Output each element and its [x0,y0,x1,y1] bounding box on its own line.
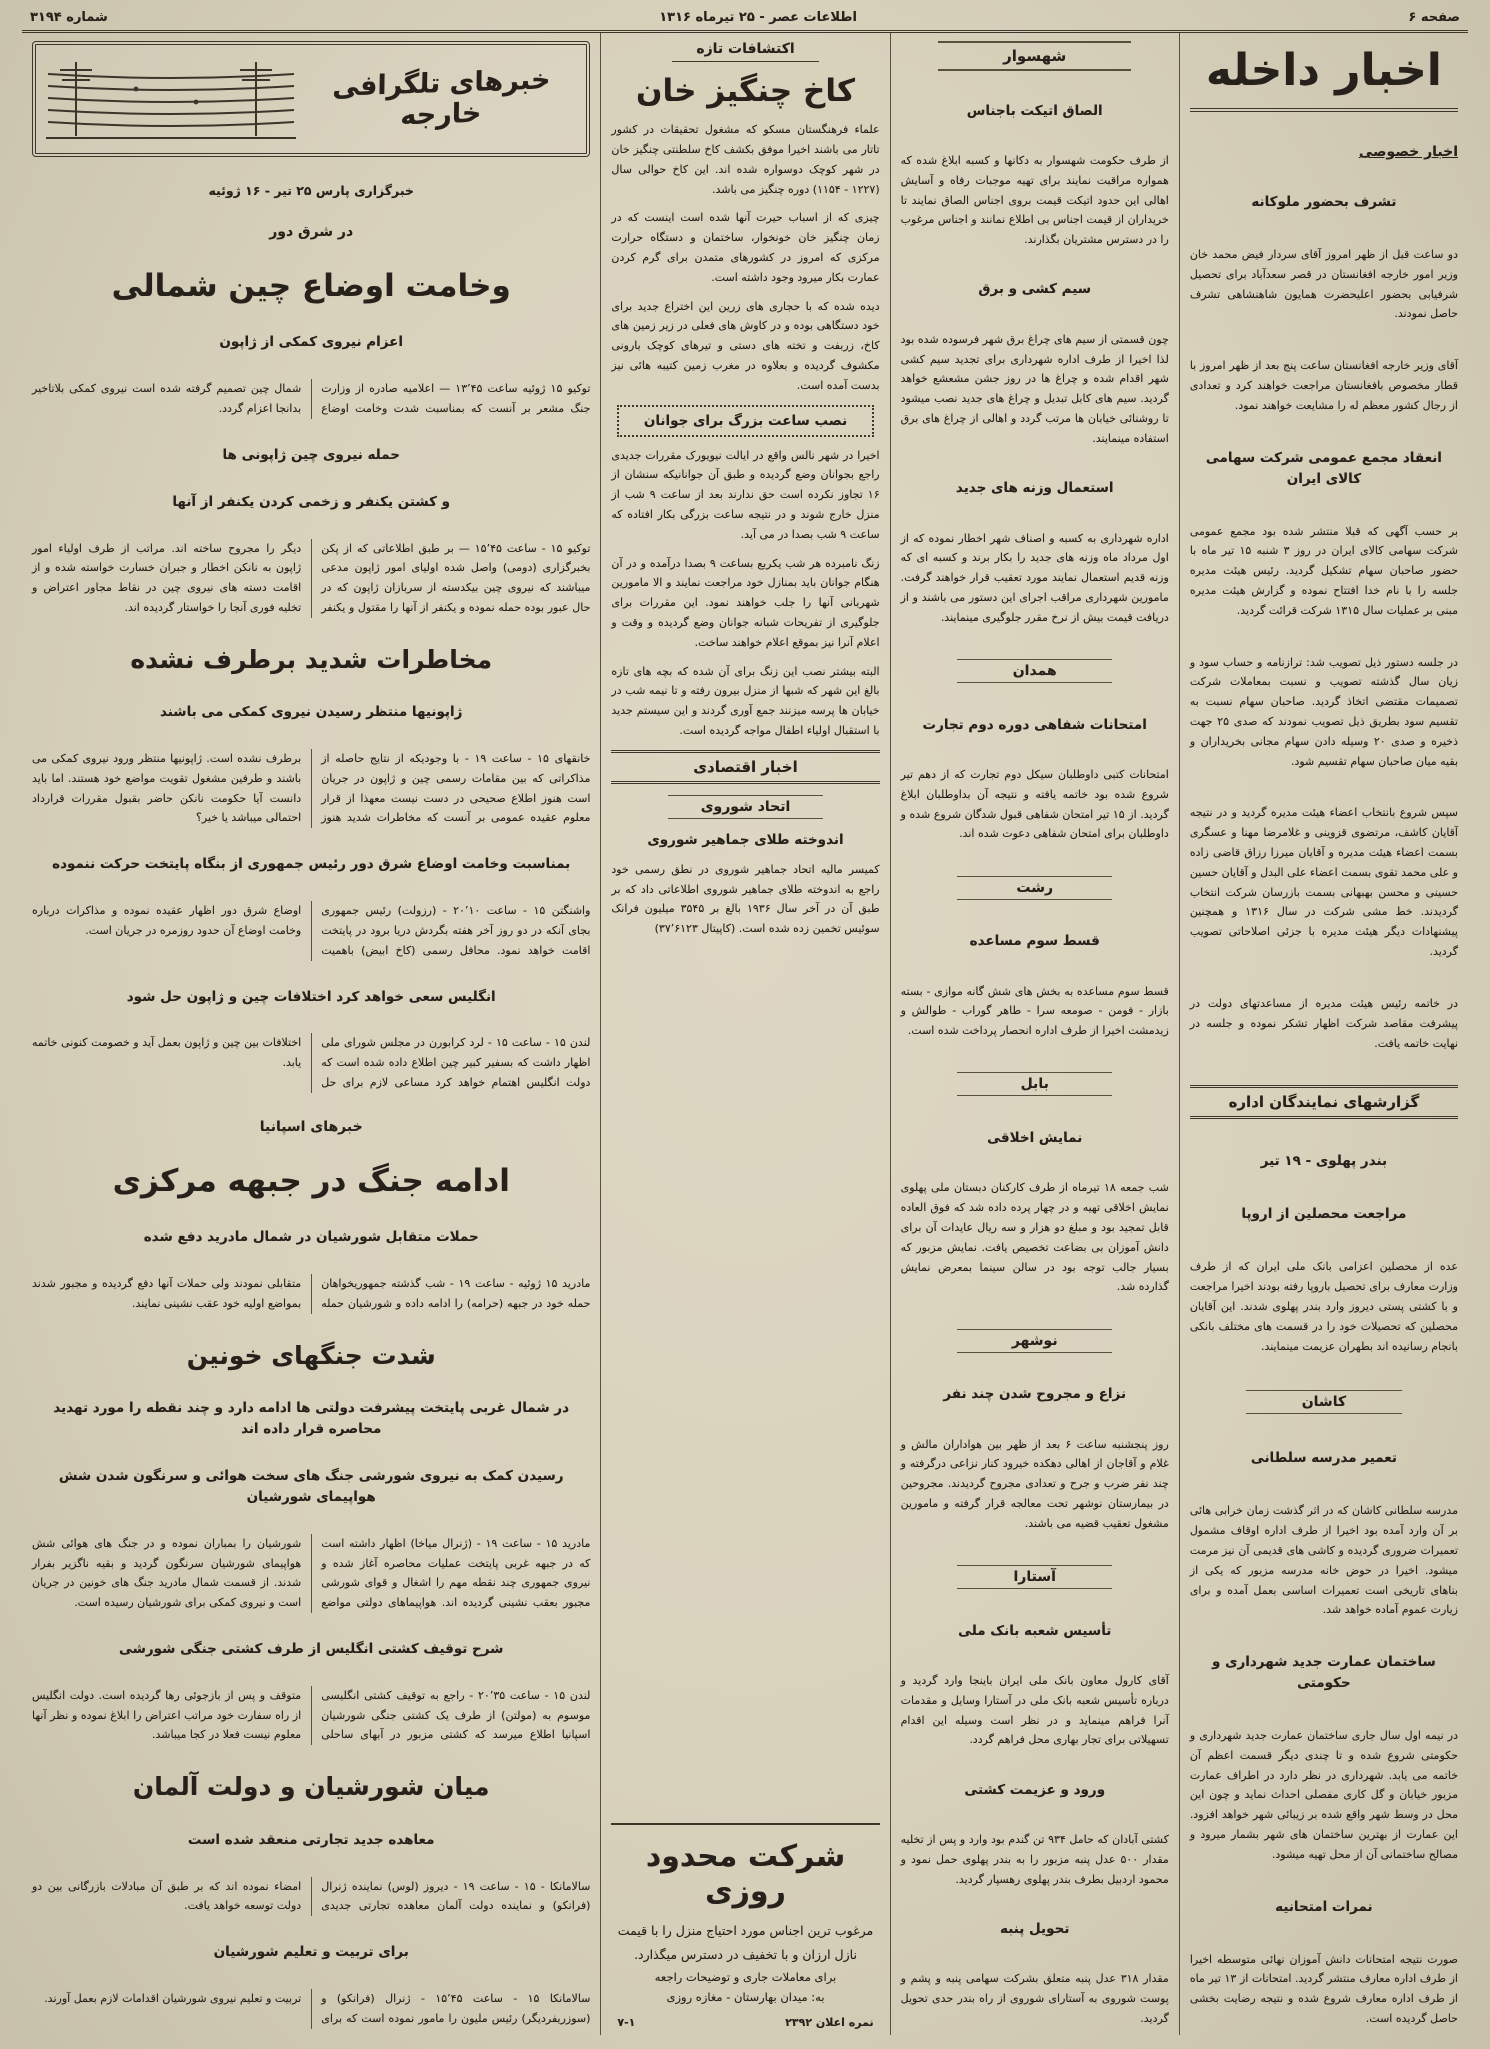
section-foreign-telegraph-news [22,33,600,2035]
column-provincial-news-place-10: رشت [957,876,1113,900]
ad-body: مرغوب ترین اجناس مورد احتیاج منزل را با قیمت نازل ارزان و با تخفیف در دسترس میگذارد. [617,1923,874,1962]
column-domestic-news [1179,33,1468,2035]
column-domestic-news-place-14: کاشان [1246,1390,1402,1414]
section-foreign-telegraph-news-hlg-25: میان شورشیان و دولت آلمان [132,1772,490,1802]
section-foreign-telegraph-news-subhead-11: بمناسبت وخامت اوضاع شرق دور رئیس جمهوری از بنگاه پایتخت حرکت ننموده [52,856,571,873]
classified-ad [611,1823,879,2029]
column-provincial-news-place-13: بابل [957,1072,1113,1096]
column-provincial-news-place-16: نوشهر [957,1329,1113,1353]
column-provincial-news-subhead-3: سیم کشی و برق [978,281,1092,298]
section-foreign-telegraph-news-subhead-17: حملات متقابل شورشیان در شمال مادرید دفع شده [143,1229,479,1246]
column-discoveries-economy-star-5: نصب ساعت بزرگ برای جوانان [617,405,873,437]
column-discoveries-economy-body-12: کمیسر مالیه اتحاد جماهیر شوروی در نطق رسمی خود راجع به اندوخته طلای جماهیر شوروی اطلاعاتی داد که بر طبق آن در آخر سال ۱۹۳۶ بالغ بر ۳۵۴۵ میلیون فرانک سوئیس تخمین زده شده است. (کاپیتال ۳۷٬۶۱۲۳) [611,862,880,936]
column-provincial-news-subhead-11: قسط سوم مساعده [969,933,1100,950]
section-foreign-telegraph-news-kicker-1: در شرق دور [269,223,354,240]
section-foreign-telegraph-news-body2-7: توکیو ۱۵ - ساعت ۱۵٬۴۵ — بر طبق اطلاعاتی که از پکن بخبرگزاری (دومی) واصل شده اولیای امور ژاپون مدعی میباشند که نیروی چین بیکدسته از سربازان ژاپون که در حال عبور بوده حمله نموده و یکنفر از آنها را مقتول و یکنفر دیگر را مجروح ساخته اند. مراتب از طرف اولیاء امور ژاپون به نانکن اخطار و جبران خسارت خواسته شده و از اقامت دسته های نیروی چین در نقاط مجاور اعتراض و تخلیه فوری آنجا را خواستار گردیده اند. [32,541,591,614]
column-discoveries-economy-body-8: البته بیشتر نصب این زنگ برای آن شده که بچه های تازه بالغ این شهر که شبها از منزل بیرون رفته و تا نیمه شب در خیابان ها پرسه میزنند جمع آوری گردند و این سیستم جدید با استقبال اولیاء اطفال مواجه گردیده است. [611,664,880,738]
column-discoveries-economy-hxl-1: کاخ چنگیز خان [636,73,855,109]
section-foreign-telegraph-news-body2-24: لندن ۱۵ - ساعت ۲۰٬۳۵ - راجع به توقیف کشتی انگلیسی موسوم به (مولتن) از طرف یک کشتی جنگی شورشیان اسپانیا اطلاع میرسد که کشتی مزبور در آبهای ساحلی متوقف و پس از بازجوئی رها گردیده است. دولت انگلیس از راه سفارت خود مراتب اعتراض را ابلاغ نموده و نظر آنها معلوم نیست فعلا در کجا میباشد. [32,1688,591,1742]
telegraph-wires-illustration [46,56,296,142]
column-domestic-news-body-18: در نیمه اول سال جاری ساختمان عمارت جدید شهرداری و حکومتی شروع شده و تا چندی دیگر قسمت اعظم آن خاتمه می یابد. شهرداری در نظر دارد در اطراف عمارت مزبور خیابان و گل کاری مفصلی احداث نماید و چون این محل در وسط شهر واقع شده بر زیبائی شهر خواهد افزود. این عمارت از بهترین ساختمان های شهر بشمار میرود و مصالح ساختمانی آن از محل تهیه میشود. [1189,1729,1458,1861]
page-content [22,33,1468,2035]
section-foreign-telegraph-news-subhead-5: حمله نیروی چین ژاپونی ها [222,446,400,463]
ad-footer-line-1: برای معاملات جاری و توضیحات راجعه [654,1969,837,1984]
column-domestic-news-subhead-15: تعمیر مدرسه سلطانی [1250,1450,1397,1467]
section-foreign-telegraph-news-subhead-26: معاهده جدید تجارتی منعقد شده است [187,1831,435,1848]
column-domestic-news-body-13: عده از محصلین اعزامی بانک ملی ایران که از طرف وزارت معارف برای تحصیل باروپا رفته بودند اخیرا مراجعت و با کشتی پستی دیروز وارد بندر پهلوی شدند. این آقایان محصلین که تحصیلات خود را در قسمت های مختلف بانکی بانجام رسانیده اند بطهران عزیمت مینمایند. [1189,1260,1458,1353]
column-provincial-news-placef-0: شهسوار [938,41,1131,71]
column-domestic-news-body-6: بر حسب آگهی که قبلا منتشر شده بود مجمع عمومی شرکت سهامی کالای ایران در روز ۳ شنبه ۱۵ تیر ماه با حضور صاحبان سهام تشکیل گردید. رئیس هیئت مدیره جلسه را با نام خدا افتتاح نموده و گزارش هیئت مدیره مبنی بر عملیات سال ۱۳۱۵ شرکت قرائت گردید. [1189,524,1458,617]
column-discoveries-economy-place-10: اتحاد شوروی [668,795,824,819]
section-foreign-telegraph-news-subhead-3: اعزام نیروی کمکی از ژاپون [219,334,403,351]
ad-footer-line-2: به: میدان بهارستان - مغازه روزی [666,1990,825,2005]
section-foreign-telegraph-news-agency-0: خبرگزاری پارس ۲۵ تیر - ۱۶ ژوئیه [208,182,414,198]
column-domestic-news-subhead-19: نمرات امتحانیه [1275,1898,1373,1915]
section-foreign-telegraph-news-body2-27: سالامانکا - ۱۵ - ساعت ۱۹ - دیروز (لوس) نماینده ژنرال (فرانکو) و نماینده دولت آلمان معاهده تجارتی جدیدی امضاء نموده اند که بر طبق آن مبادلات بازرگانی بین دو دولت توسعه خواهد یافت. [32,1879,591,1913]
ad-number: نمره اعلان ۲۳۹۲ [785,2016,874,2029]
column-discoveries-economy-subhead-11: اندوخته طلای جماهیر شوروی [647,831,844,848]
ad-title: شرکت محدود روزی [645,1839,846,1910]
ad-series-mark: ۷-۱ [617,2016,636,2029]
column-provincial-news-place-19: آستارا [957,1565,1113,1589]
column-provincial-news-body-15: شب جمعه ۱۸ تیرماه از طرف کارکنان دبستان ملی پهلوی نمایش اخلاقی تهیه و در چهار پرده داده شد که فوق العاده قابل تمجید بود و مبلغ دو هزار و سه ریال عایدات آن برای دانش آموزان بی بضاعت تخصیص یافت. نمایش مزبور که بسیار جالب توجه بود در سالن سینما بمعرض نمایش گذارده شد. [900,1181,1169,1294]
section-foreign-telegraph-news-body2-22: مادرید ۱۵ - ساعت ۱۹ - (ژنرال میاخا) اظهار داشته است که در جبهه غربی پایتخت عملیات محاصره آغاز شده و نیروی جمهوری چند نقطه مهم را اشغال و قوای شورشی مجبور بعقب نشینی گردیده اند. هواپیماهای دولتی مواضع شورشیان را بمباران نموده و در جنگ های هوائی شش هواپیمای شورشیان سرنگون گردید و بقیه ناگزیر بفرار شدند. از قسمت شمال مادرید جنگ های خونین در جریان است و نیروی کمکی برای شورشیان رسیده است. [32,1536,591,1610]
column-domestic-news-subhead-17: ساختمان عمارت جدید شهرداری و حکومتی [1212,1654,1436,1692]
column-discoveries-economy-body-6: اخیرا در شهر نالس واقع در ایالت نیویورک مقررات جدیدی راجع بجوانان وضع گردیده و طبق آن جوانانیکه سنشان از ۱۶ تجاوز نکرده است حق ندارند بعد از ساعت ۹ شب از منزل خارج شوند و در نتیجه ساعت بزرگی بکار افتاده که ساعت ۹ شب بصدا در می آید. [611,448,880,541]
section-foreign-telegraph-news-subhead-9: ژاپونیها منتظر رسیدن نیروی کمکی می باشند [160,704,463,721]
column-domestic-news-body-9: در خاتمه رئیس هیئت مدیره از مساعدتهای دولت در پیشرفت مقاصد شرکت اظهار تشکر نموده و جلسه در نهایت خاتمه یافت. [1189,996,1458,1050]
column-provincial-news-subhead-17: نزاع و مجروح شدن چند نفر [943,1386,1127,1403]
column-domestic-news-subhead-11: بندر پهلوی - ۱۹ تیر [1260,1153,1388,1170]
section-foreign-telegraph-news-hxl-2: وخامت اوضاع چین شمالی [111,267,511,304]
section-foreign-telegraph-news-body2-29: سالامانکا ۱۵ - ساعت ۱۵٬۴۵ - ژنرال (فرانکو) و (سوزریفردیگر) رئیس ملیون را مامور نموده است که برای تربیت و تعلیم نیروی شورشیان اقدامات لازم بعمل آورند. [44,1992,591,2025]
column-discoveries-economy [600,33,889,2035]
section-foreign-telegraph-news-body2-12: واشنگتن ۱۵ - ساعت ۲۰٬۱۰ - (رزولت) رئیس جمهوری بجای آنکه در دو روز آخر هفته بگردش دریا برود در پایتخت اقامت خواهد نمود. محافل رسمی (کاخ ابیض) باهمیت اوضاع شرق دور اظهار عقیده نموده و مذاکرات درباره وخامت اوضاع آن حدود روزمره در جریان است. [32,904,591,957]
column-provincial-news-subhead-5: استعمال وزنه های جدید [955,480,1114,497]
column-provincial-news-body-25: مقدار ۳۱۸ عدل پنبه متعلق بشرکت سهامی پنبه و پشم و پوست شوروی به آستارای شوروی از راه بندر حدی تحویل گردید. [900,1972,1169,2025]
column-provincial-news-subhead-14: نمایش اخلاقی [987,1129,1083,1146]
column-domestic-news-body-3: دو ساعت قبل از ظهر امروز آقای سردار فیض محمد خان وزیر امور خارجه افغانستان در قصر سعدآباد برای تحصیل شرفیابی بحضور اعلیحضرت همایون شاهنشاهی تشرف حاصل نمودند. [1189,248,1458,321]
column-provincial-news-subhead-24: تحویل پنبه [1000,1920,1070,1937]
column-discoveries-economy-toplabel-0: اکتشافات تازه [672,41,820,62]
section-foreign-telegraph-news-subhead-28: برای تربیت و تعلیم شورشیان [213,1944,409,1961]
column-provincial-news-body-2: از طرف حکومت شهسوار به دکانها و کسبه ابلاغ شده که همواره مراقبت نمایند برای تهیه موجبات رفاه و آسایش اهالی این حدود اتیکت قیمت بروی اجناس الصاق نمایند تا خریداران از قیمت اجناس بی اطلاع نمانند و اجناس مرغوب را در دسترس مشتریان بگذارند. [900,153,1169,247]
column-discoveries-economy-body-2: علماء فرهنگستان مسکو که مشغول تحقیقات در کشور تاتار می باشند اخیرا موفق بکشف کاخ سلطنتی چنگیز خان در شهر کوچک دوسواره شده اند. این کاخ حوالی سال (۱۲۲۷ - ۱۱۵۴) دوره چنگیز می باشد. [611,123,880,196]
page-number: صفحه ۶ [1408,10,1460,25]
newspaper-title-date: اطلاعات عصر - ۲۵ تیرماه ۱۳۱۶ [659,10,857,25]
column-provincial-news-body-4: چون قسمتی از سیم های چراغ برق شهر فرسوده شده بود لذا اخیرا از طرف اداره شهرداری برای تجدید سیم کشی شهر اقدام شده و چراغ ها در روز جشن مشعشع خواهد گردید. سیم های کابل تبدیل و چراغ های جدید نصب میشود تا روشنائی خیابان ها مرتب گردد و اهالی از چراغ های برق استفاده مینمایند. [900,332,1169,445]
section-foreign-telegraph-news-body2-14: لندن ۱۵ - ساعت ۱۵ - لرد کرابورن در مجلس شورای ملی اظهار داشت که بسفیر کبیر چین اطلاع داده شده است که دولت انگلیس اهتمام خواهد کرد مساعی لازم برای حل اختلافات بین چین و ژاپون بعمل آید و خصومت کنونی خاتمه یابد. [32,1036,591,1090]
section-foreign-telegraph-news-hxl-16: ادامه جنگ در جبهه مرکزی [112,1162,510,1199]
section-foreign-telegraph-news-subhead-21: رسیدن کمک به نیروی شورشی جنگ های سخت هوائی و سرنگون شدن شش هواپیمای شورشیان [58,1467,564,1505]
column-provincial-news-body-6: اداره شهرداری به کسبه و اصناف شهر اخطار نموده که از اول مرداد ماه وزنه های جدید را بکار برند و کسبه ای که وزنه قدیم استعمال نمایند مورد تعقیب قرار خواهند گرفت. مامورین شهرداری مراقب اجرای این دستور می باشند و از دریافت قیمت بیش از نرخ مقرر جلوگیری مینمایند. [900,531,1169,624]
column-domestic-news-body-4: آقای وزیر خارجه افغانستان ساعت پنج بعد از ظهر امروز با قطار مخصوص بافغانستان مراجعت خواهند کرد و تعدادی از رجال کشور معظم له را مشایعت خواهند نمود. [1189,359,1458,412]
column-domestic-news-label-1: اخبار خصوصی [1358,144,1458,161]
foreign-masthead-title: خبرهای تلگرافی خارجه [332,64,551,132]
section-foreign-telegraph-news-subhead-23: شرح توقیف کشتی انگلیس از طرف کشتی جنگی شورشی [118,1640,504,1657]
column-domestic-news-subhead-5: انعقاد مجمع عمومی شرکت سهامی کالای ایران [1205,449,1442,487]
page-header [22,8,1468,33]
column-provincial-news-subhead-20: تأسیس شعبه بانک ملی [958,1622,1112,1639]
section-foreign-telegraph-news-subhead-20: در شمال غربی پایتخت پیشرفت دولتی ها ادامه دارد و چند نقطه را مورد تهدید محاصره قرار داده اند [53,1400,570,1437]
section-foreign-telegraph-news-subhead-6: و کشتن یکنفر و زخمی کردن یکنفر از آنها [172,493,451,510]
column-domestic-news-subhead-12: مراجعت محصلین از اروپا [1241,1206,1407,1223]
column-domestic-news-body-8: سپس شروع بانتخاب اعضاء هیئت مدیره گردید و در نتیجه آقایان کاشف، مرتضوی قزوینی و غلامرضا مهنا و عسگری بسمت اعضاء هیئت مدیره و آقایان میرزا رزاق قاضی زاده و علی محمد تقوی بسمت اعضاء علی البدل و آقایان حسین حسینی و محسن بهبهانی بسمت بازرسان شرکت انتخاب گردیدند. خط مشی شرکت در سال ۱۳۱۶ و همچنین پیشنهادات دیگر هیئت مدیره با جزئی اصلاحاتی تصویب گردید. [1189,806,1459,959]
column-discoveries-economy-body-3: چیزی که از اسباب حیرت آنها شده است اینست که در زمان چنگیز خان خونخوار، ساختمان و دستگاه حرارت مرکزی که امروز در کشورهای متمدن برای گرم کردن عمارت بکار میرود وجود داشته است. [611,211,880,284]
section-foreign-telegraph-news-kicker-15: خبرهای اسپانیا [259,1118,363,1135]
column-provincial-news-subhead-1: الصاق اتیکت باجناس [966,102,1103,119]
section-foreign-telegraph-news-body2-18: مادرید ۱۵ ژوئیه - ساعت ۱۹ - شب گذشته جمهوریخواهان حمله خود در جبهه (حرامه) را ادامه داده و شورشیان حمله متقابلی نمودند ولی حملات آنها دفع گردیده و مجبور شدند بمواضع اولیه خود عقب نشینی نمایند. [32,1277,591,1310]
column-provincial-news-subhead-8: امتحانات شفاهی دوره دوم تجارت [922,716,1147,733]
ad-meta-row [611,2016,879,2029]
section-foreign-telegraph-news-subhead-13: انگلیس سعی خواهد کرد اختلافات چین و ژاپون حل شود [126,988,496,1005]
column-provincial-news-body-21: آقای کارول معاون بانک ملی ایران باینجا وارد گردید و درباره تأسیس شعبه بانک ملی در آستارا وسایل و مقدمات آنرا فراهم مینماید و در نظر است وسیله این اقدام تسهیلاتی برای تجار بهاری محل فراهم گردد. [900,1673,1169,1747]
section-foreign-telegraph-news-body2-10: خانقهای ۱۵ - ساعت ۱۹ - با وجودیکه از نتایج حاصله از مذاکراتی که بین مقامات رسمی چین و ژاپون در جریان است هنوز اطلاع صحیحی در دست نیست معهذا از قرار معلوم عقیده عمومی بر آنست که مخاطرات شدید هنوز برطرف نشده است. ژاپونیها منتظر ورود نیروی کمکی می باشند و طرفین مشغول تقویت مواضع خود هستند. اما باید دانست آیا حکومت نانکن حاضر بقبول مقررات قرارداد احتمالی میباشد یا خیر؟ [32,752,591,825]
domestic-news-masthead: اخبار داخله [1190,41,1458,112]
section-foreign-telegraph-news-hlg-19: شدت جنگهای خونین [186,1340,436,1370]
column-domestic-news-body-7: در جلسه دستور ذیل تصویب شد: ترازنامه و حساب سود و زیان سال گذشته تصویب و نسبت بمعاملات شرکت تصمیمات مقتضی اتخاذ گردید. صاحبان سهام نسبت به تقسیم سود بطریق ذیل تصویب نمودند که صدی ۲۵ جهت ذخیره و صدی ۲۰ وسیله دادن سهام مجانی بخریداران و بقیه میان صاحبان سهام تقسیم شود. [1189,655,1458,768]
column-discoveries-economy-body-7: زنگ نامبرده هر شب یکربع بساعت ۹ بصدا درآمده و در آن هنگام جوانان باید بمنازل خود مراجعت نمایند و الا مامورین شهربانی آنها را جلب خواهند نمود. این مقررات برای جلوگیری از تفریحات شبانه جوانان وضع گردیده و وقت و اعلام آنرا نیز بموقع اعلام خواهند ساخت. [611,556,880,649]
issue-number: شماره ۳۱۹۴ [30,10,108,25]
column-discoveries-economy-body-4: دیده شده که با حجاری های زرین این اختراع جدید برای خود دستگاهی بوده و در کاوش های فعلی در زیر زمین های کاخ، زربفت و تخته های دستی و تیرهای کوچک بارونی مکشوف گردیده و بعلاوه در مغرب زمین کتیبه هائی نیز بدست آمده است. [611,299,880,392]
column-provincial-news-place-7: همدان [957,659,1113,683]
column-domestic-news-subhead-2: تشرف بحضور ملوکانه [1251,194,1397,211]
column-domestic-news-body-20: صورت نتیجه امتحانات دانش آموزان نهائی متوسطه اخیرا از طرف اداره معارف منتشر گردید. امتحانات از ۱۳ تیر ماه از طرف اداره معارف شروع شده و نتیجه رضایت بخشی حاصل گردیده است. [1189,1952,1458,2026]
column-domestic-news-boxed-10: گزارشهای نمایندگان اداره [1190,1085,1458,1119]
section-foreign-telegraph-news-hlg-8: مخاطرات شدید برطرف نشده [130,644,493,674]
foreign-masthead-box [32,41,590,157]
column-discoveries-economy-boxed-9: اخبار اقتصادی [611,750,879,784]
column-provincial-news-body-9: امتحانات کتبی داوطلبان سیکل دوم تجارت که از دهم تیر شروع شده بود خاتمه یافته و نتیجه آن بداوطلبان ابلاغ گردید. از ۱۵ تیر امتحان شفاهی قبول شدگان شروع شده و داوطلبان برای امتحان شفاهی دعوت شده اند. [900,767,1169,841]
column-provincial-news-body-18: روز پنجشنبه ساعت ۶ بعد از ظهر بین هواداران مالش و غلام و آقاجان از اهالی دهکده خیرود کنار نزاعی درگرفته و چند نفر ضرب و جرح و تعدادی مجروح گردیدند. مجروحین در بیمارستان نوشهر تحت معالجه قرار گرفته و مامورین مشغول تعقیب قضیه می باشند. [900,1437,1169,1530]
column-provincial-news [890,33,1179,2035]
column-provincial-news-body-12: قسط سوم مساعده به بخش های شش گانه موازی - بسته بازار - فومن - صومعه سرا - طاهر گوراب - طوالش و زیدمشت اخیرا از طرف اداره انحصار پرداخت شده است. [900,984,1169,1038]
column-provincial-news-body-23: کشتی آبادان که حامل ۹۳۴ تن گندم بود وارد و پس از تخلیه مقدار ۵۰۰ عدل پنبه مزبور را به بندر پهلوی حمل نمود و محمود اردبیل بطرف بندر پهلوی رهسپار گردید. [900,1833,1169,1886]
section-foreign-telegraph-news-body2-4: توکیو ۱۵ ژوئیه ساعت ۱۳٬۴۵ — اعلامیه صادره از وزارت جنگ مشعر بر آنست که بمناسبت شدت وخامت اوضاع شمال چین تصمیم گرفته شده است نیروی کمکی بلاتاخیر بدانجا اعزام گردد. [32,382,591,415]
column-domestic-news-body-16: مدرسه سلطانی کاشان که در اثر گذشت زمان خرابی هائی بر آن وارد آمده بود اخیرا از طرف اداره اوقاف مشمول تعمیرات ضروری گردیده و کاشی های قدیمی آن نیز مرمت میشود. اخیرا در حوض خانه مدرسه مزبور که یکی از بناهای تاریخی است تعمیرات اساسی بعمل آمده و برای زیارت عموم آماده خواهد شد. [1189,1504,1458,1617]
column-provincial-news-subhead-22: ورود و عزیمت کشتی [964,1781,1106,1798]
